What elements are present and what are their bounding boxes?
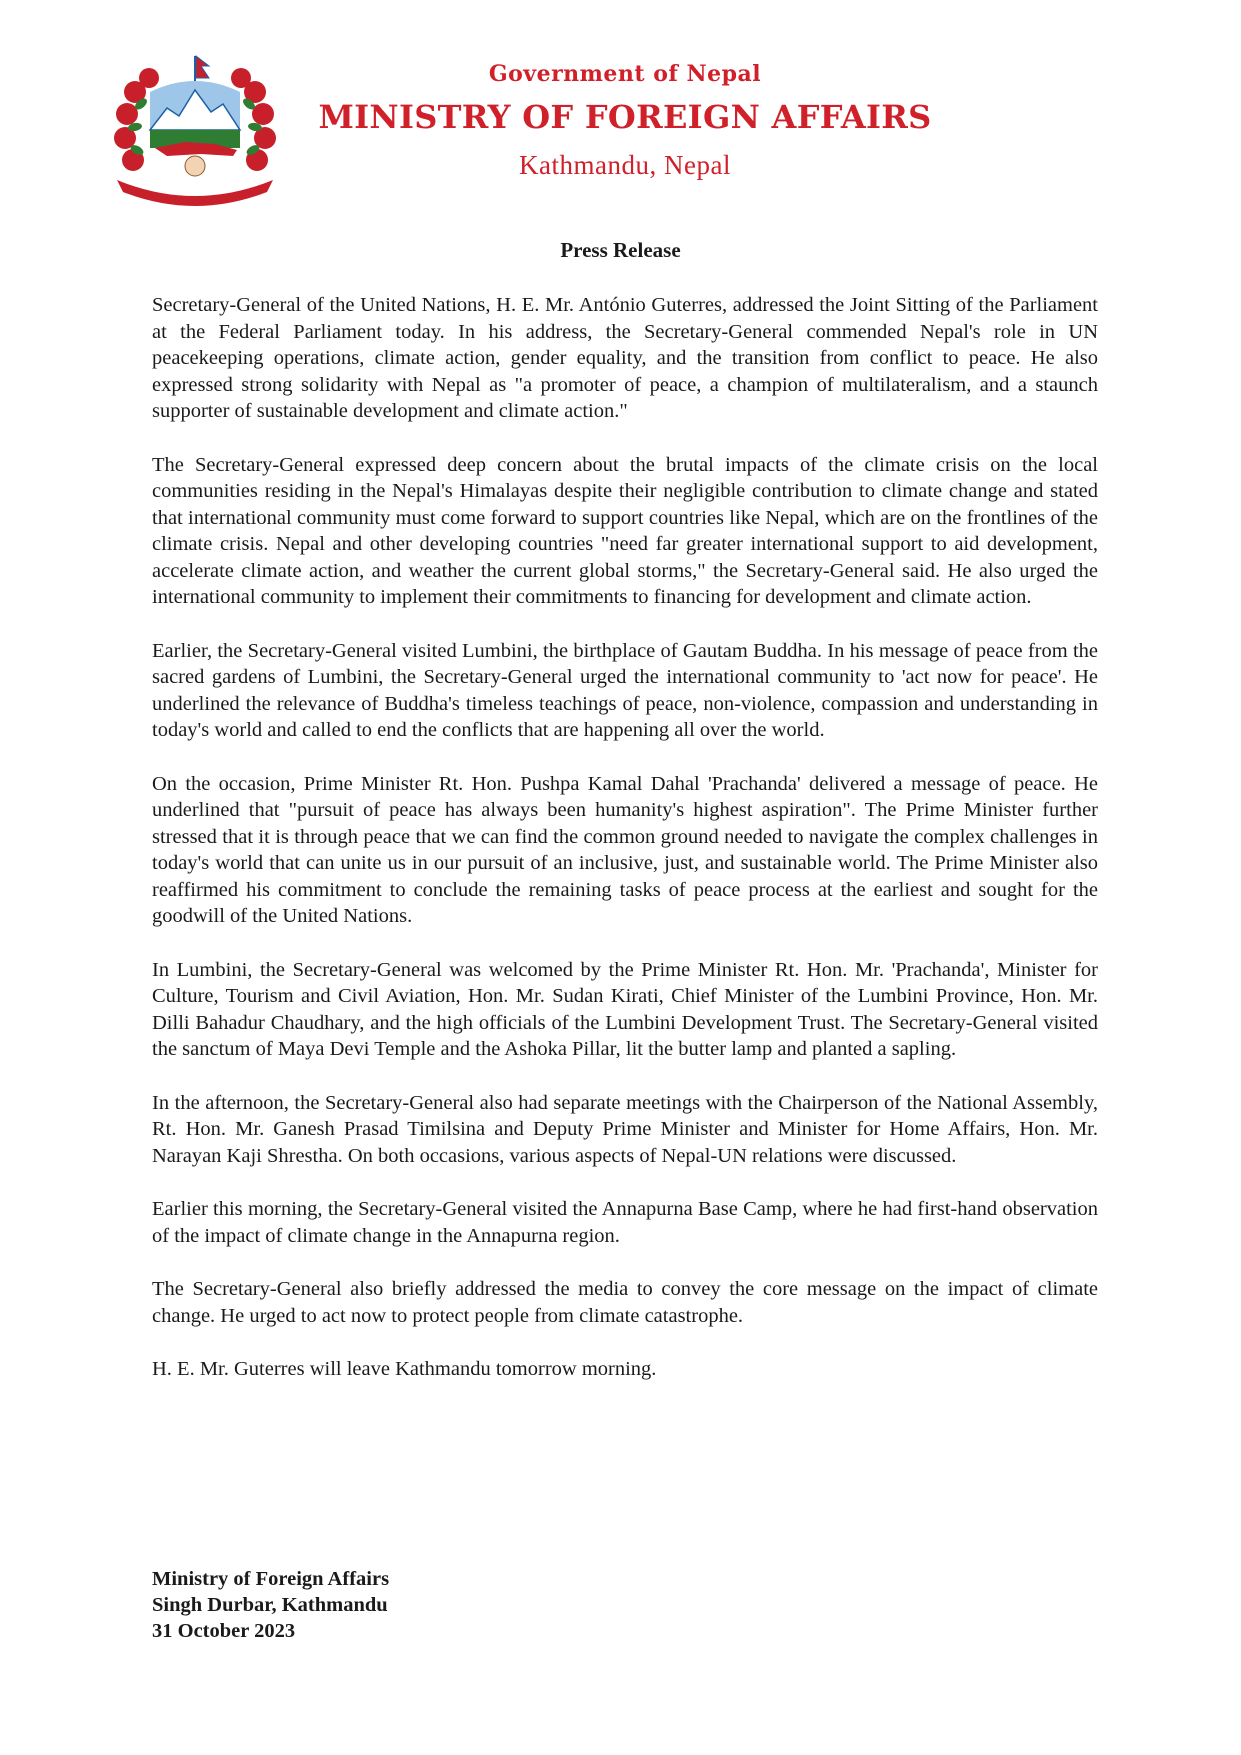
paragraph: H. E. Mr. Guterres will leave Kathmandu tomorrow morning. (152, 1358, 657, 1380)
paragraph: The Secretary-General also briefly addressed the media to convey the core message on the impact of climate change. He urged to act now to protect people from climate catastrophe. (152, 1278, 1098, 1327)
ministry-name: MINISTRY OF FOREIGN AFFAIRS (318, 98, 932, 136)
nepal-emblem-icon (105, 52, 285, 212)
paragraph: Earlier, the Secretary-General visited Lumbini, the birthplace of Gautam Buddha. In his message of peace from the sacred gardens of Lumbini, the Secretary-General urged the international community to 'act now for peace'. He underlined the relevance of Buddha's timeless teachings of peace, non-violence, compassion and understanding in today's world and called to end the conflicts that are happening all over the world. (152, 639, 1098, 741)
signature-date: 31 October 2023 (152, 1620, 296, 1642)
paragraph: On the occasion, Prime Minister Rt. Hon. Pushpa Kamal Dahal 'Prachanda' delivered a message of peace. He underlined that "pursuit of peace has always been humanity's highest aspiration". The Prime Minister further stressed that it is through peace that we can find the common ground needed to navigate the complex challenges in today's world that can unite us in our pursuit of an inclusive, just, and sustainable world. The Prime Minister also reaffirmed his commitment to conclude the remaining tasks of peace process at the earliest and sought for the goodwill of the United Nations. (152, 772, 1098, 927)
signature-organization: Ministry of Foreign Affairs (152, 1568, 390, 1590)
paragraph: Earlier this morning, the Secretary-General visited the Annapurna Base Camp, where he had first-hand observation of the impact of climate change in the Annapurna region. (152, 1198, 1098, 1247)
document-title: Press Release (560, 238, 681, 262)
ministry-location: Kathmandu, Nepal (519, 150, 731, 180)
paragraph: The Secretary-General expressed deep concern about the brutal impacts of the climate crisis on the local communities residing in the Nepal's Himalayas despite their negligible contribution to climate change and stated that international community must come forward to support countries like Nepal, which are on the frontlines of the climate crisis. Nepal and other developing countries "need far greater international support to aid development, accelerate climate action, and weather the current global storms," the Secretary-General said. He also urged the international community to implement their commitments to financing for development and climate action. (152, 453, 1098, 608)
signature-address: Singh Durbar, Kathmandu (152, 1594, 388, 1616)
press-release-body (152, 292, 1098, 1410)
letterhead (0, 0, 1241, 215)
paragraph: Secretary-General of the United Nations, H. E. Mr. António Guterres, addressed the Joint Sitting of the Parliament at the Federal Parliament today. In his address, the Secretary-General commended Nepal's role in UN peacekeeping operations, climate action, gender equality, and the transition from conflict to peace. He also expressed strong solidarity with Nepal as "a promoter of peace, a champion of multilateralism, and a staunch supporter of sustainable development and climate action." (152, 294, 1098, 422)
letterhead-text (300, 60, 950, 182)
paragraph: In Lumbini, the Secretary-General was welcomed by the Prime Minister Rt. Hon. Mr. 'Prachanda', Minister for Culture, Tourism and Civil Aviation, Hon. Mr. Sudan Kirati, Chief Minister of the Lumbini Province, Hon. Mr. Dilli Bahadur Chaudhary, and the high officials of the Lumbini Development Trust. The Secretary-General visited the sanctum of Maya Devi Temple and the Ashoka Pillar, lit the butter lamp and planted a sapling. (152, 958, 1098, 1060)
government-name: Government of Nepal (488, 61, 762, 87)
paragraph: In the afternoon, the Secretary-General also had separate meetings with the Chairperson of the National Assembly, Rt. Hon. Mr. Ganesh Prasad Timilsina and Deputy Prime Minister and Minister for Home Affairs, Hon. Mr. Narayan Kaji Shrestha. On both occasions, various aspects of Nepal-UN relations were discussed. (152, 1091, 1098, 1167)
signature-block (152, 1566, 389, 1644)
